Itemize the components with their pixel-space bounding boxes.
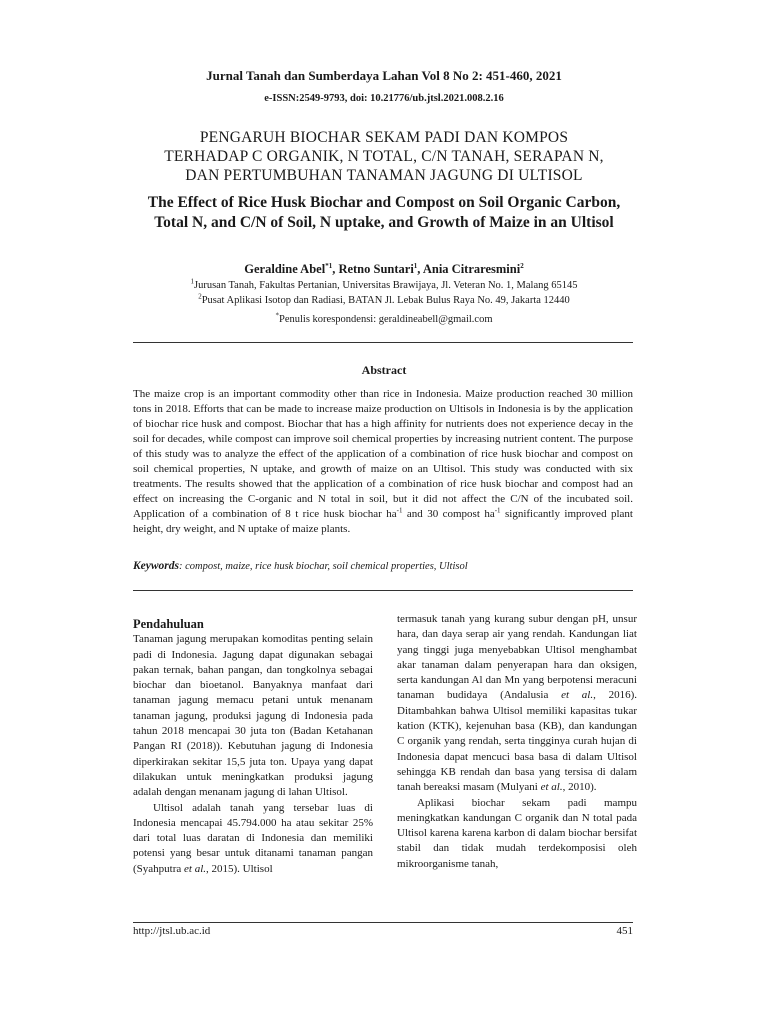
title-id-line: TERHADAP C ORGANIK, N TOTAL, C/N TANAH, SERAPAN N, bbox=[164, 148, 604, 165]
title-indonesian bbox=[110, 128, 658, 185]
journal-title: Jurnal Tanah dan Sumberdaya Lahan Vol 8 No 2: 451-460, 2021 bbox=[206, 68, 562, 83]
corr-sup: * bbox=[275, 311, 279, 320]
body-paragraph: Aplikasi biochar sekam padi mampu meningkatkan kandungan C organik dan N total pada Ultisol karena karena karbon di dalam biochar bersifat stabil dan tidak mudah terdekomposisi oleh mikroorganisme tanah, bbox=[397, 796, 637, 870]
author-name: , Retno Suntari bbox=[332, 262, 414, 276]
keywords bbox=[133, 560, 633, 572]
abstract-part: and 30 compost ha bbox=[402, 508, 495, 520]
footer-url[interactable]: http://jtsl.ub.ac.id bbox=[133, 925, 211, 937]
body-text: , 2016). Ditambahkan bahwa Ultisol memiliki kapasitas tukar kation (KTK), kejenuhan basa (KB), dan kandungan C organik yang rendah, serta tingginya curah hujan di Indonesia dapat mencuci basa basa di dalam Ultisol sehingga KB rendah dan basa yang tersisa di dalam tanah bereaksi masam (Mulyani bbox=[397, 689, 637, 794]
abstract-sup: -1 bbox=[494, 506, 501, 515]
issn-doi: e-ISSN:2549-9793, doi: 10.21776/ub.jtsl.2021.008.2.16 bbox=[264, 93, 504, 104]
author-sup: 2 bbox=[520, 261, 524, 270]
corresponding-author bbox=[0, 311, 768, 325]
affiliation-sup: 1 bbox=[190, 277, 194, 286]
title-id-line: PENGARUH BIOCHAR SEKAM PADI DAN KOMPOS bbox=[199, 129, 569, 146]
abstract-sup: -1 bbox=[396, 506, 403, 515]
body-text: , 2015). Ultisol bbox=[206, 862, 273, 875]
abstract-bottom-rule bbox=[133, 590, 633, 591]
author-sup: *1 bbox=[325, 261, 333, 270]
author-name: , Ania Citraresmini bbox=[417, 262, 521, 276]
abstract-top-rule bbox=[133, 342, 633, 343]
body-italic: et al. bbox=[540, 781, 563, 794]
body-text: termasuk tanah yang kurang subur dengan pH, unsur hara, dan daya serap air yang rendah. Kandungan liat yang tinggi juga menyebabkan Ultisol menghambat akar tanaman dalam penyerapan hara dan oksigen, serta kandungan Al dan Mn yang berpotensi meracuni tanaman budidaya (Andalusia bbox=[397, 613, 637, 702]
author-list bbox=[0, 262, 768, 277]
abstract-part: The maize crop is an important commodity other than rice in Indonesia. Maize production reached 30 million tons in 2018. Efforts that can be made to increase maize production on Ultisols in Indonesia is by the application of biochar rice husk and compost. Biochar that has a high affinity for nutrients does not experience decay in the soil for decades, while compost can improve soil chemical properties by increasing nutrient content. The purpose of this study was to analyze the effect of the application of a combination of rice husk biochar and compost on soil chemical properties, N uptake, and growth of maize on an Ultisol. This study was conducted with six treatments. The results showed that the application of a combination of rice husk biochar and compost had an effect on increasing the C-organic and N total in soil, but it did not affect the C/N of the incubated soil. Application of a combination of 8 t rice husk biochar ha bbox=[133, 388, 633, 520]
body-paragraph bbox=[133, 801, 373, 877]
page-number: 451 bbox=[616, 925, 633, 937]
affiliation-text: Jurusan Tanah, Fakultas Pertanian, Universitas Brawijaya, Jl. Veteran No. 1, Malang 65145 bbox=[193, 280, 578, 291]
affiliation-sup: 2 bbox=[198, 292, 202, 301]
corr-text: Penulis korespondensi: geraldineabell@gmail.com bbox=[279, 314, 493, 325]
abstract-part: significantly improved plant height, dry weight, and N uptake of maize plants. bbox=[133, 508, 633, 535]
body-paragraph: Tanaman jagung merupakan komoditas penting selain padi di Indonesia. Jagung dapat digunakan sebagai pakan ternak, bahan pangan, dan tongkolnya sebagai biochar dan bioetanol. Banyaknya manfaat dari tanaman jagung memacu petani untuk menanam tanaman jagung, produksi jagung di Indonesia pada tahun 2018 mencapai 30 juta ton (Badan Ketahanan Pangan RI (2018)). Kebutuhan jagung di Indonesia diperkirakan sekitar 15,5 juta ton. Upaya yang dapat dilakukan untuk meningkatkan produksi jagung adalah dengan menanam jagung di lahan Ultisol. bbox=[133, 633, 373, 799]
title-id-line: DAN PERTUMBUHAN TANAMAN JAGUNG DI ULTISOL bbox=[185, 167, 583, 184]
author-sup: 1 bbox=[413, 261, 418, 270]
body-text: Ultisol adalah tanah yang tersebar luas di Indonesia mencapai 45.794.000 ha atau sekitar 25% dari total luas daratan di Indonesia dan memiliki potensi yang besar untuk ditanami tanaman pangan (Syahputra bbox=[133, 801, 373, 875]
abstract-text bbox=[133, 387, 633, 537]
keywords-label: Keywords bbox=[133, 560, 179, 572]
title-en-line: Total N, and C/N of Soil, N uptake, and Growth of Maize in an Ultisol bbox=[154, 214, 614, 231]
abstract-heading: Abstract bbox=[361, 363, 407, 377]
right-column bbox=[397, 612, 637, 872]
title-english bbox=[110, 193, 658, 233]
affiliation-2 bbox=[0, 292, 768, 306]
body-italic: et al. bbox=[561, 689, 594, 702]
footer-rule bbox=[133, 922, 633, 923]
section-heading: Pendahuluan bbox=[133, 617, 204, 631]
affiliation-text: Pusat Aplikasi Isotop dan Radiasi, BATAN Jl. Lebak Bulus Raya No. 49, Jakarta 12440 bbox=[201, 295, 570, 306]
body-paragraph bbox=[397, 612, 637, 796]
affiliation-1 bbox=[0, 277, 768, 291]
author-name: Geraldine Abel bbox=[244, 262, 326, 276]
body-italic: et al. bbox=[184, 862, 207, 875]
keywords-list: : compost, maize, rice husk biochar, soil chemical properties, Ultisol bbox=[179, 561, 468, 572]
title-en-line: The Effect of Rice Husk Biochar and Compost on Soil Organic Carbon, bbox=[147, 194, 621, 211]
body-text: , 2010). bbox=[562, 781, 597, 794]
left-column bbox=[133, 617, 373, 877]
